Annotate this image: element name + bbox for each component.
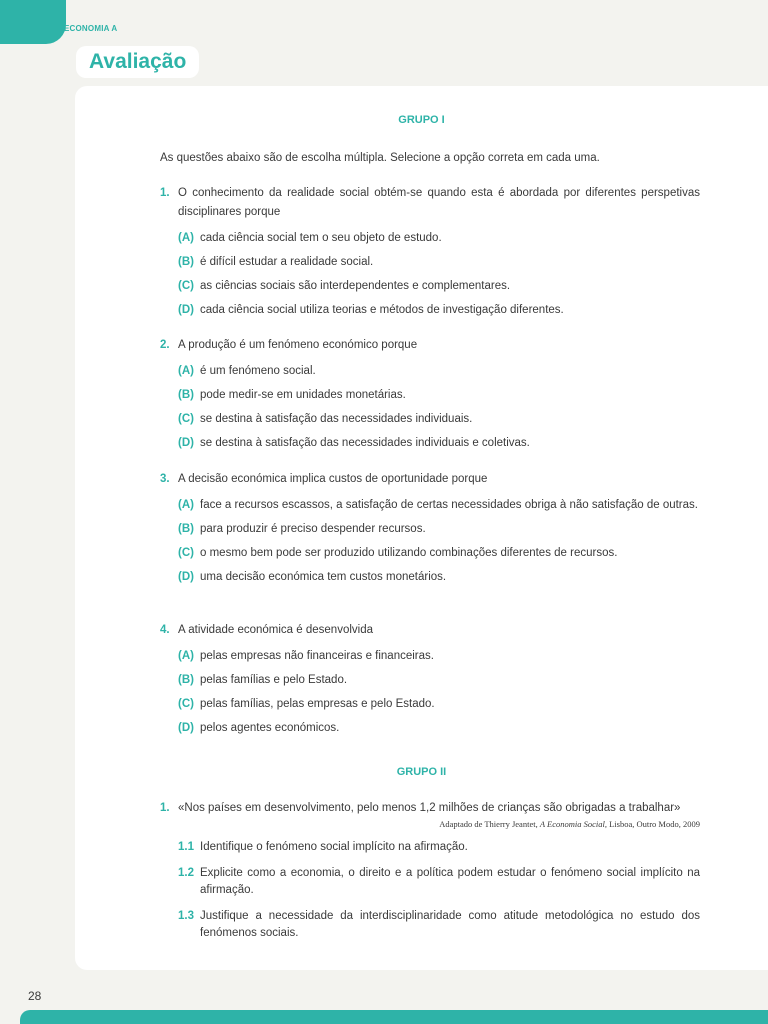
option-letter: (D) [178,304,194,316]
subquestion-1-1 [160,839,700,856]
group-2-question-1 [160,799,700,942]
page-number: 28 [28,989,42,1003]
question-number: 2. [160,339,170,351]
subject-label: ECONOMIA A [64,24,118,33]
question-text: «Nos países em desenvolvimento, pelo menos 1,2 milhões de crianças são obrigadas a trabalhar» [178,802,681,814]
option-c [160,545,700,561]
option-text: pode medir-se em unidades monetárias. [200,389,406,401]
question-number: 4. [160,624,170,636]
option-d [160,569,700,585]
question-text: O conhecimento da realidade social obtém-se quando esta é abordada por diferentes perspetivas disciplinares porque [178,187,700,218]
option-d [160,435,700,451]
option-letter: (B) [178,674,194,686]
option-letter: (A) [178,499,194,511]
option-text: é um fenómeno social. [200,365,316,377]
option-b [160,672,700,688]
option-c [160,411,700,427]
option-letter: (D) [178,571,194,583]
option-d [160,302,700,318]
source-citation [160,818,700,830]
option-a [160,230,700,246]
question-2 [160,336,700,451]
page-title: Avaliação [89,50,187,73]
option-letter: (A) [178,365,194,377]
source-title: A Economia Social [539,819,605,829]
subquestion-text: Explicite como a economia, o direito e a política podem estudar o fenómeno social implícito na afirmação. [200,867,700,896]
group-2-title: GRUPO II [396,766,447,778]
option-b [160,387,700,403]
option-b [160,521,700,537]
source-prefix: Adaptado de Thierry Jeantet, [439,819,540,829]
option-letter: (C) [178,280,194,292]
instructions: As questões abaixo são de escolha múltipla. Selecione a opção correta em cada uma. [160,152,600,164]
option-letter: (C) [178,413,194,425]
subquestion-1-3 [160,908,700,942]
subquestion-number: 1.1 [178,841,194,853]
content-card [75,86,768,970]
option-d [160,720,700,736]
question-number: 1. [160,187,170,199]
source-suffix: , Lisboa, Outro Modo, 2009 [604,819,700,829]
option-c [160,278,700,294]
option-text: cada ciência social tem o seu objeto de estudo. [200,232,442,244]
subquestion-1-2 [160,865,700,899]
option-a [160,648,700,664]
option-a [160,497,700,513]
option-text: para produzir é preciso despender recursos. [200,523,426,535]
question-text: A produção é um fenómeno económico porque [178,339,418,351]
option-letter: (D) [178,437,194,449]
option-letter: (B) [178,256,194,268]
option-text: é difícil estudar a realidade social. [200,256,374,268]
option-letter: (C) [178,698,194,710]
option-text: cada ciência social utiliza teorias e métodos de investigação diferentes. [200,304,564,316]
option-letter: (C) [178,547,194,559]
option-text: pelos agentes económicos. [200,722,340,734]
option-a [160,363,700,379]
subquestion-number: 1.3 [178,910,194,922]
question-number: 3. [160,473,170,485]
option-letter: (A) [178,650,194,662]
group-1-title: GRUPO I [398,114,445,126]
subquestion-text: Identifique o fenómeno social implícito na afirmação. [200,841,468,853]
option-text: se destina à satisfação das necessidades individuais. [200,413,473,425]
question-text: A decisão económica implica custos de oportunidade porque [178,473,488,485]
option-text: pelas famílias, pelas empresas e pelo Estado. [200,698,435,710]
option-text: uma decisão económica tem custos monetários. [200,571,447,583]
footer-bar [20,1010,768,1024]
option-letter: (D) [178,722,194,734]
option-text: as ciências sociais são interdependentes e complementares. [200,280,511,292]
option-b [160,254,700,270]
subquestion-text: Justifique a necessidade da interdisciplinaridade como atitude metodológica no estudo dos fenómenos sociais. [200,910,700,939]
option-letter: (B) [178,523,194,535]
option-text: pelas empresas não financeiras e financeiras. [200,650,434,662]
subquestion-number: 1.2 [178,867,194,879]
option-letter: (B) [178,389,194,401]
option-text: face a recursos escassos, a satisfação de certas necessidades obriga à não satisfação de outras. [200,499,698,511]
question-text: A atividade económica é desenvolvida [178,624,373,636]
question-4 [160,621,700,736]
option-c [160,696,700,712]
question-number: 1. [160,802,170,814]
page-title-pill [76,46,199,78]
option-text: se destina à satisfação das necessidades individuais e coletivas. [200,437,530,449]
option-letter: (A) [178,232,194,244]
question-3 [160,470,700,585]
header-tab-decoration [0,0,66,44]
option-text: pelas famílias e pelo Estado. [200,674,348,686]
question-1 [160,184,700,318]
option-text: o mesmo bem pode ser produzido utilizando combinações diferentes de recursos. [200,547,618,559]
